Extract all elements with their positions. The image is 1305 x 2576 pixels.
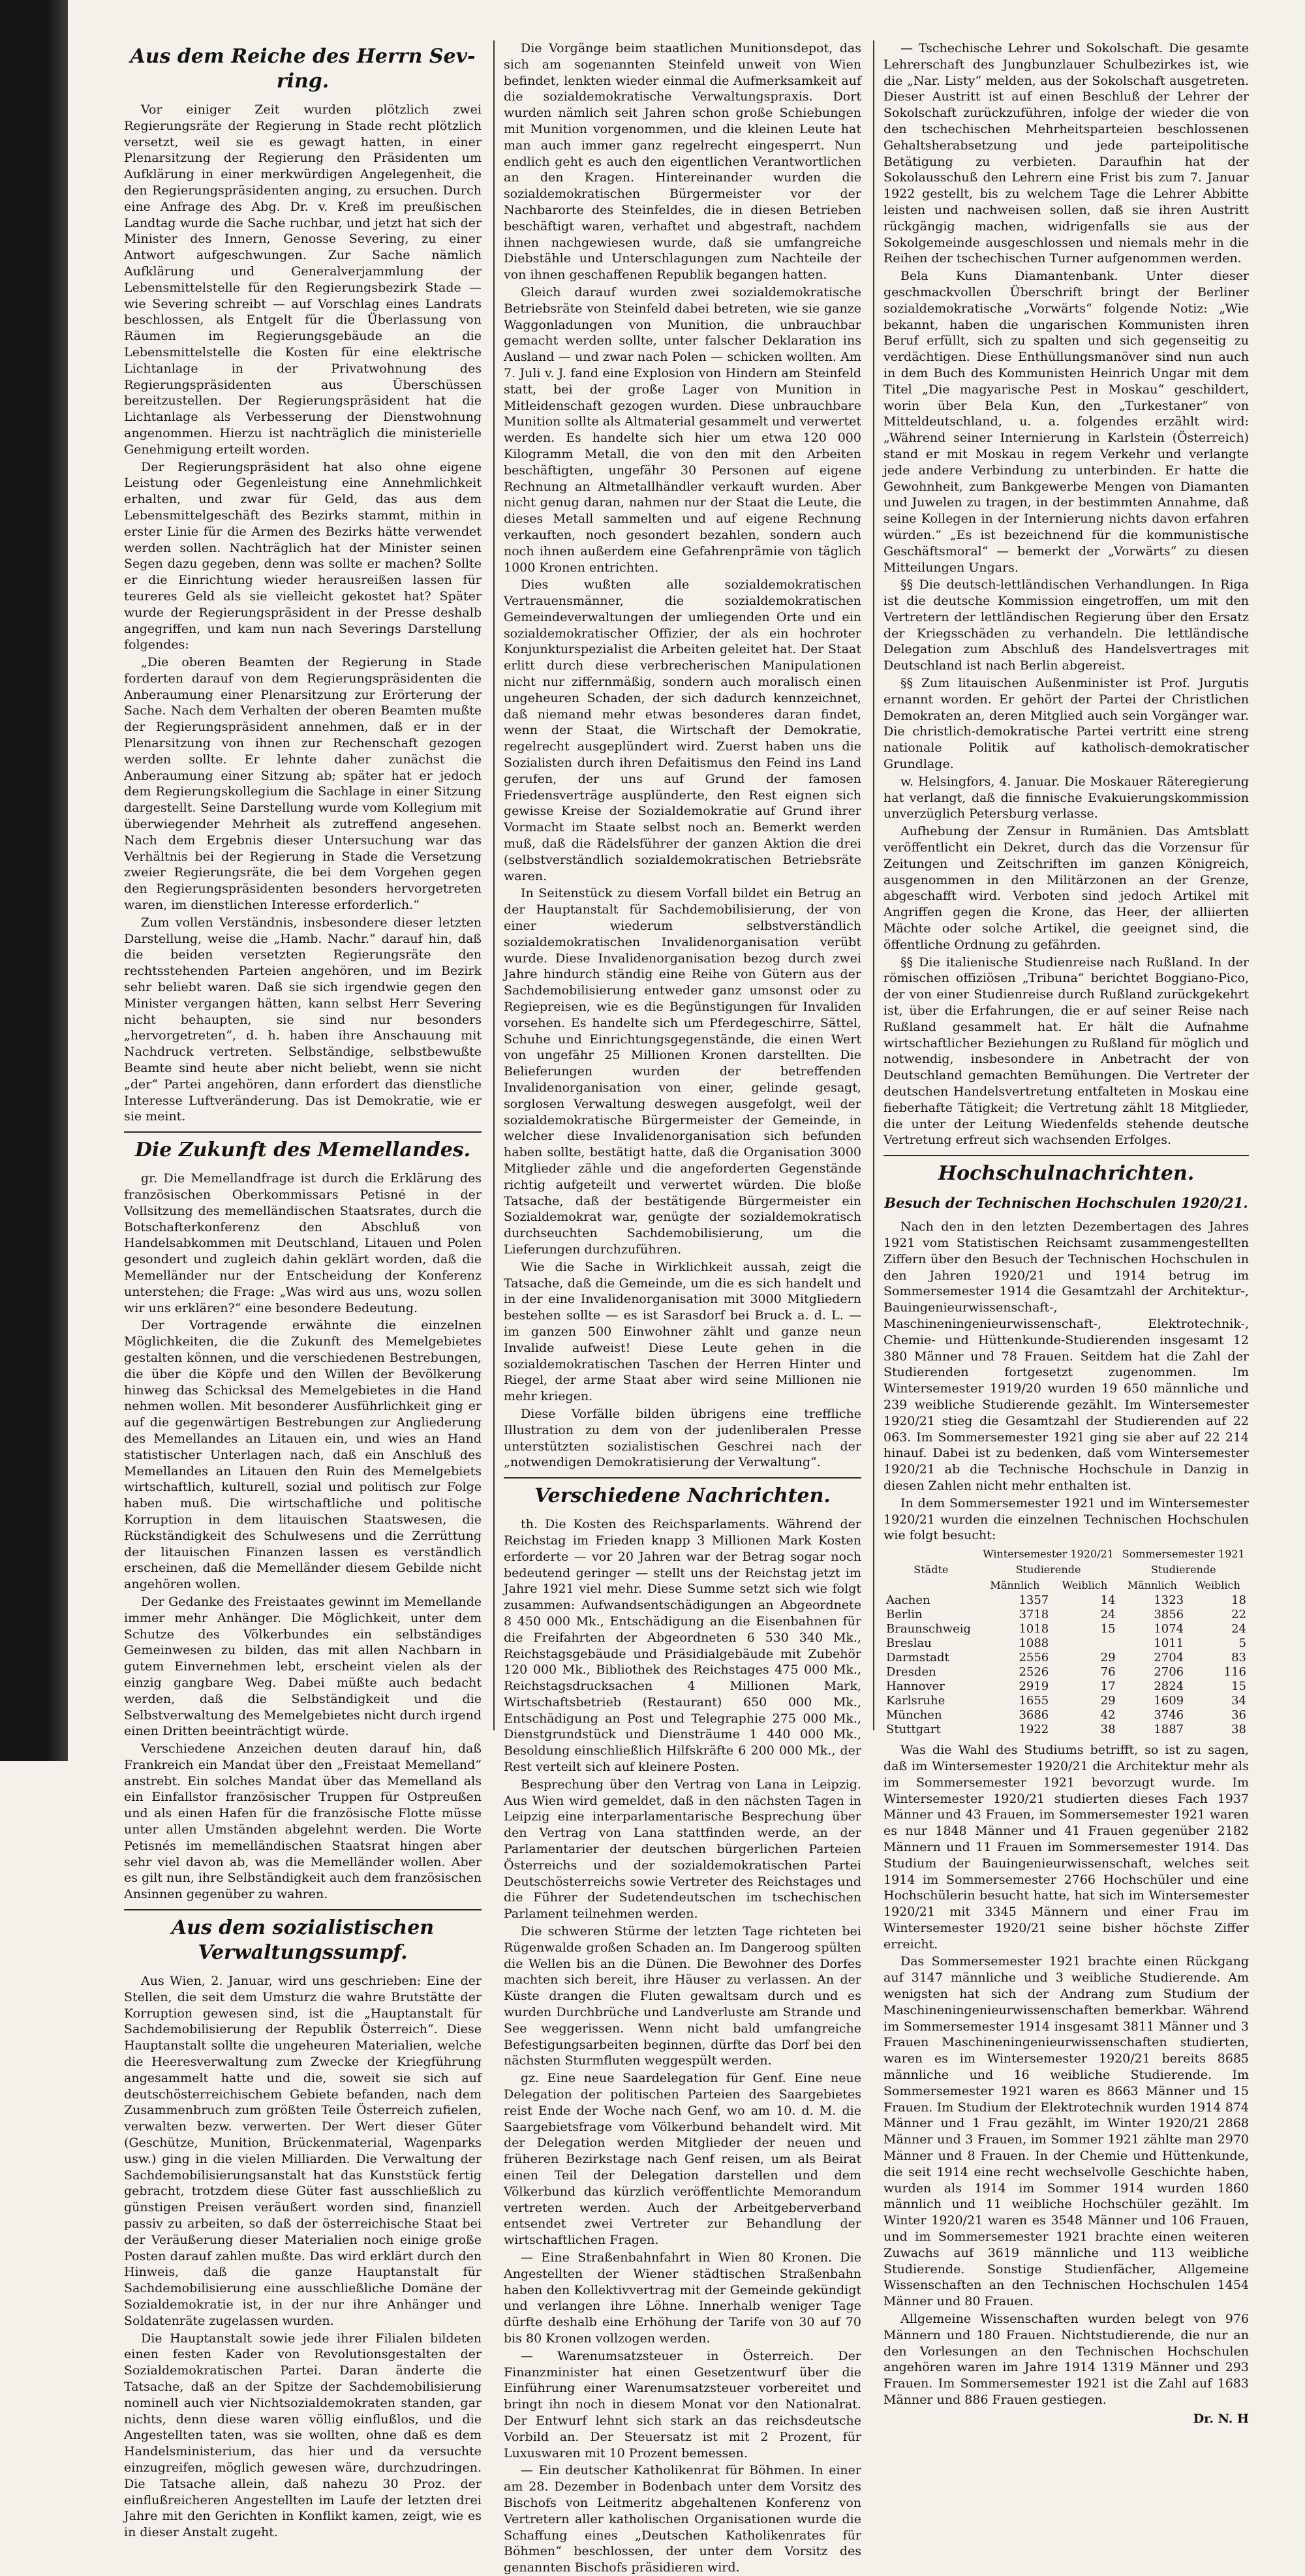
news-item: — Eine Straßenbahnfahrt in Wien 80 Kronen. Die Angestellten der Wiener städtischen Straßenbahn haben den Kollektivvertrag mit der Gemeinde gekündigt und verlangen ihre Löhne. Innerhalb weniger Tage dürfte deshalb eine Erhöhung der Tarife von 30 auf 70 bis 80 Kronen vollzogen werden.	[504, 2250, 861, 2346]
news-item: th. Die Kosten des Reichsparlaments. Während der Reichstag im Frieden knapp 3 Millionen Mark Kosten erforderte — vor 20 Jahren war der Betrag sogar noch bedeutend geringer — stellt uns der Reichstag jetzt im Jahre 1921 viel mehr. Diese Summe setzt sich wie folgt zusammen: Aufwandsentschädigungen an Abgeordnete 8 450 000 Mk., Entschädigung an die Eisenbahnen für die Freifahrten der Abgeordneten 6 530 340 Mk., Reichstagsgebäude und Präsidialgebäude mit Zubehör 120 000 Mk., Bibliothek des Reichstages 475 000 Mk., Reichstagsdrucksachen 4 Millionen Mark, Wirtschaftsbetrieb (Restaurant) 650 000 Mk., Entschädigung an Post und Telegraphie 275 000 Mk., Dienstgrundstück und Diensträume 1 440 000 Mk., Besoldung einschließlich Hilfskräfte 6 200 000 Mk., der Rest verteilt sich auf kleinere Posten.	[504, 1517, 861, 1775]
table-cell-value: 29	[1100, 1651, 1116, 1665]
table-cell-value: 1323	[1154, 1593, 1184, 1608]
section-divider	[124, 1909, 482, 1910]
table-group-header: Sommersemester 1921	[1122, 1548, 1245, 1561]
paragraph: Die Hauptanstalt sowie jede ihrer Filialen bildeten einen festen Kader von Revolutionsgestalten der Sozialdemokratischen Partei. Daran änderte die Tatsache, daß an der Spitze der Sachdemobilisierung nominell auch vier Nichtsozialdemokraten standen, gar nichts, denn diese waren völlig einflußlos, und die Angestellten taten, was sie wollten, ohne daß es dem Handelsministerium, das hier und da versuchte einzugreifen, möglich gewesen wäre, durchzudringen. Die Tatsache allein, daß nahezu 30 Proz. der einflußreicheren Angestellten im Laufe der letzten drei Jahre mit den Gerichten in Konflikt kamen, zeigt, wie es in dieser Anstalt zugeht.	[124, 2331, 482, 2540]
table-cell-value: 3718	[1019, 1608, 1049, 1622]
table-cell-value: 29	[1100, 1694, 1116, 1708]
scan-binding-edge	[0, 0, 68, 1761]
table-col-header: Städte	[914, 1563, 949, 1576]
news-item: — Ein deutscher Katholikenrat für Böhmen. In einer am 28. Dezember in Bodenbach unter dem Vorsitz des Bischofs von Leitmeritz abgehaltenen Konferenz von Vertretern aller katholischen Organisationen wurde die Schaffung eines „Deutschen Katholikenrates für Böhmen“ beschlossen, der unter dem Vorsitz des genannten Bischofs präsidieren wird.	[504, 2463, 861, 2575]
paragraph: Nach den in den letzten Dezembertagen des Jahres 1921 vom Statistischen Reichsamt zusammengestellten Ziffern über den Besuch der Technischen Hochschulen in den Jahren 1920/21 und 1914 betrug im Sommersemester 1914 die Gesamtzahl der Architektur-, Bauingenieurwissenschaft-, Maschineningenieurwissenschaft-, Elektrotechnik-, Chemie- und Hüttenkunde-Studierenden insgesamt 12 380 Männer und 78 Frauen. Seitdem hat die Zahl der Studierenden fortgesetzt zugenommen. Im Wintersemester 1919/20 wurden 19 650 männliche und 239 weibliche Studierende gezählt. Im Wintersemester 1920/21 stieg die Gesamtzahl der Studierenden auf 22 063. Im Sommersemester 1921 ging sie aber auf 22 214 hinauf. Dabei ist zu bedenken, daß vom Wintersemester 1920/21 ab die Technische Hochschule in Danzig in diesen Zahlen nicht mehr enthalten ist.	[883, 1219, 1249, 1493]
table-cell-value: 1609	[1154, 1694, 1184, 1708]
section-divider	[883, 1155, 1249, 1156]
table-col-header: Männlich	[990, 1579, 1040, 1592]
news-item: gz. Eine neue Saardelegation für Genf. Eine neue Delegation der politischen Parteien des Saargebietes reist Ende der Woche nach Genf, wo am 10. d. M. die Saargebietsfrage vom Völkerbund behandelt wird. Mit der Delegation werden Mitglieder der neuen und früheren Bezirkstage nach Genf reisen, um als Beirat einen Teil der Delegation darstellen und dem Völkerbund das kürzlich veröffentlichte Memorandum vertreten werden. Auch der Arbeitgeberverband entsendet zwei Vertreter zur Behandlung der wirtschaftlichen Fragen.	[504, 2071, 861, 2248]
table-cell-value: 15	[1231, 1679, 1246, 1694]
table-cell-value: 14	[1100, 1593, 1116, 1608]
news-item: §§ Die deutsch-lettländischen Verhandlungen. In Riga ist die deutsche Kommission eingetroffen, um mit den Vertretern der lettländischen Regierung über den Ersatz der Kriegsschäden zu verhandeln. Die lettländische Delegation zum Abschluß des Handelsvertrages mit Deutschland ist nach Berlin abgereist.	[883, 577, 1249, 673]
column-1	[124, 40, 482, 2540]
paragraph: Der Regierungspräsident hat also ohne eigene Leistung oder Gegenleistung eine Annehmlichkeit erhalten, und zwar für Geld, das aus dem Lebensmittelgeschäft des Bezirks stammt, mithin in erster Linie für die Armen des Bezirks hätte verwendet werden sollen. Nachträglich hat der Minister seinen Segen dazu gegeben, denn was sollte er machen? Sollte er die Einrichtung wieder herausreißen lassen für teureres Geld als sie vielleicht gekostet hat? Später wurde der Regierungspräsident in der Presse deshalb angegriffen, und kam nun nach Severings Darstellung folgendes:	[124, 459, 482, 652]
table-cell-value: 34	[1231, 1694, 1246, 1708]
author-signature: Dr. N. H	[1193, 2411, 1249, 2426]
table-group-header: Wintersemester 1920/21	[983, 1548, 1114, 1561]
news-item: — Tschechische Lehrer und Sokolschaft. Die gesamte Lehrerschaft des Jungbunzlauer Schulbezirkes ist, wie die „Nar. Listy“ melden, aus der Sokolschaft ausgetreten. Dieser Austritt ist auf einen Beschluß der Lehrer der Sokolschaft zurückzuführen, infolge der wieder die von den tschechischen Mehrheitsparteien beschlossenen Gehaltsherabsetzung und jede parteipolitische Betätigung zu verbieten. Daraufhin hat der Sokolausschuß den Lehrern eine Frist bis zum 7. Januar 1922 gestellt, bis zu welchem Tage die Lehrer Abbitte leisten und nachweisen sollen, daß sie ihren Austritt rückgängig machen, widrigenfalls sie aus der Sokolgemeinde ausgeschlossen und niemals mehr in die Reihen der tschechischen Turner aufgenommen werden.	[883, 41, 1249, 266]
table-cell-value: 3746	[1154, 1708, 1184, 1723]
paragraph: Diese Vorfälle bilden übrigens eine treffliche Illustration zu dem von der judenliberalen Presse unterstützten sozialistischen Geschrei nach der „notwendigen Demokratisierung der Verwaltung“.	[504, 1406, 861, 1470]
paragraph: Das Sommersemester 1921 brachte einen Rückgang auf 3147 männliche und 3 weibliche Studierende. Am wenigsten hat sich der Andrang zum Studium der Maschineningenieurwissenschaften bemerkbar. Während im Sommersemester 1914 insgesamt 3811 Männer und 3 Frauen Maschineningenieurwissenschaften studierten, waren es im Wintersemester 1920/21 bereits 8685 männliche und 16 weibliche Studierende. Im Sommersemester 1921 waren es 8663 Männer und 15 Frauen. Im Studium der Elektrotechnik wurden 1914 874 Männer und 1 Frau gezählt, im Winter 1920/21 2868 Männer und 3 Frauen, im Sommer 1921 zählte man 2970 Männer und 8 Frauen. In der Chemie und Hüttenkunde, die seit 1914 eine recht wechselvolle Geschichte haben, wurden als 1914 im Sommer 1914 wurden 1860 männlich und 11 weibliche Hochschüler gezählt. Im Winter 1920/21 waren es 3548 Männer und 106 Frauen, und im Sommersemester 1921 brachte einen weiteren Zuwachs auf 3619 männliche und 113 weibliche Studierende. Sonstige Studienfächer, Allgemeine Wissenschaften an den Technischen Hochschulen 1454 Männer und 80 Frauen.	[883, 1954, 1249, 2309]
column-rule	[493, 40, 495, 1730]
table-row	[883, 1622, 1249, 1636]
paragraph: Aus Wien, 2. Januar, wird uns geschrieben: Eine der Stellen, die seit dem Umsturz die wahre Brutstätte der Korruption gewesen sind, ist die „Hauptanstalt für Sachdemobilisierung der Republik Österreich“. Diese Hauptanstalt sollte die ungeheuren Materialien, welche die Heeresverwaltung zum Zwecke der Kriegführung angesammelt hatte und die, soweit sie sich auf deutschösterreichischem Gebiete befanden, nach dem Zusammenbruch zum größten Teile Österreich zufielen, verwalten bezw. verwerten. Der Wert dieser Güter (Geschütze, Munition, Brückenmaterial, Wagenparks usw.) ging in die vielen Milliarden. Die Verwaltung der Sachdemobilisierungsanstalt hat das Kunststück fertig gebracht, trotzdem diese Güter fast ausschließlich zu günstigen Preisen veräußert worden sind, finanziell passiv zu arbeiten, so daß der österreichische Staat bei der Veräußerung dieser Materialien noch einige große Posten darauf zahlen mußte. Das wird erklärt durch den Hinweis, daß die ganze Hauptanstalt für Sachdemobilisierung eine ausschließliche Domäne der Sozialdemokratie ist, in der nur ihre Anhänger und Soldatenräte zugelassen wurden.	[124, 1974, 482, 2328]
section-divider	[124, 1131, 482, 1133]
news-item: Bela Kuns Diamantenbank. Unter dieser geschmackvollen Überschrift bringt der Berliner sozialdemokratische „Vorwärts“ folgende Notiz: „Wie bekannt, haben die ungarischen Kommunisten ihren Beruf erfüllt, sich zu spalten und sich gegenseitig zu verdächtigen. Diese Enthüllungsmanöver sind nun auch in dem Buch des Kommunisten Heinrich Ungar mit dem Titel „Die magyarische Pest in Moskau“ geschildert, worin über Bela Kun, den „Turkestaner“ von Mitteldeutschland, u. a. folgendes erzählt wird: „Während seiner Internierung in Karlstein (Österreich) stand er mit Moskau in regem Verkehr und verlangte jede andere Verbindung zu unterbinden. Er hatte die Gewohnheit, zum Bankgewerbe Mengen von Diamanten und Juwelen zu tragen, in der bestimmten Annahme, daß seine Kollegen in der Internierung nichts davon erfahren würden.“ „Es ist bezeichnend für die kommunistische Geschäftsmoral“ — bemerkt der „Vorwärts“ zu diesen Mitteilungen Ungars.	[883, 269, 1249, 575]
table-cell-value: 2704	[1154, 1651, 1184, 1665]
table-cell-value: 1074	[1154, 1622, 1184, 1636]
table-body	[883, 1593, 1249, 1737]
article-title-verschiedene: Verschiedene Nachrichten.	[534, 1484, 831, 1508]
news-item: w. Helsingfors, 4. Januar. Die Moskauer Räteregierung hat verlangt, daß die finnische Evakuierungskommission unverzüglich Petersburg verlasse.	[883, 774, 1249, 821]
paragraph: In Seitenstück zu diesem Vorfall bildet ein Betrug an der Hauptanstalt für Sachdemobilisierung, der von einer wiederum selbstverständlich sozialdemokratischen Invalidenorganisation verübt wurde. Diese Invalidenorganisation bezog durch zwei Jahre hindurch ständig eine Reihe von Gütern aus der Sachdemobilisierung entweder ganz umsonst oder zu Regiepreisen, wie es die Begünstigungen für Invaliden vorsehen. Es handelte sich um Pferdegeschirre, Sättel, Schuhe und Einrichtungsgegenstände, die einen Wert von ungefähr 25 Millionen Kronen darstellten. Die Belieferungen wurden der betreffenden Invalidenorganisation von einer, gelinde gesagt, sorglosen Verwaltung deswegen ausgefolgt, weil der sozialdemokratische Bürgermeister der Gemeinde, in welcher diese Invalidenorganisation sich befunden haben sollte, bestätigt hatte, daß die Organisation 3000 Mitglieder zähle und die angeforderten Gegenstände richtig aufgeteilt und verwertet würden. Die bloße Tatsache, daß der bestätigende Bürgermeister ein Sozialdemokrat war, genügte der sozialdemokratisch durchseuchten Sachdemobilisierung, um die Lieferungen durchzuführen.	[504, 886, 861, 1257]
enrollment-table	[883, 1546, 1249, 1737]
table-cell-city: Braunschweig	[886, 1622, 971, 1636]
table-cell-value: 1011	[1154, 1636, 1184, 1651]
paragraph: Was die Wahl des Studiums betrifft, so ist zu sagen, daß im Wintersemester 1920/21 die Architektur mehr als im Sommersemester 1921 bevorzugt wurde. Im Wintersemester 1920/21 studierten dieses Fach 1937 Männer und 43 Frauen, im Sommersemester 1921 waren es nur 1848 Männer und 41 Frauen gegenüber 2182 Männern und 11 Frauen im Sommersemester 1914. Das Studium der Bauingenieurwissenschaft, welches seit 1914 im Sommersemester 2766 Hochschüler und eine Hochschülerin besucht hatte, hat sich im Wintersemester 1920/21 mit 3345 Männern und einer Frau im Wintersemester 1920/21 seine bisher höchste Ziffer erreicht.	[883, 1743, 1249, 1952]
article-title-severing: Aus dem Reiche des Herrn Sev-ring.	[130, 45, 476, 93]
table-cell-city: Karlsruhe	[886, 1694, 945, 1708]
table-row	[883, 1723, 1249, 1737]
table-cell-city: Aachen	[886, 1593, 930, 1608]
table-row	[883, 1608, 1249, 1622]
column-2	[504, 40, 861, 2575]
news-item: Die schweren Stürme der letzten Tage richteten bei Rügenwalde großen Schaden an. Im Dangeroog spülten die Wellen bis an die Dünen. Die Bewohner des Dorfes machten sich bereit, ihre Häuser zu verlassen. An der Küste drangen die Fluten gewaltsam durch und es wurden Durchbrüche und Landverluste am Strande und See weggerissen. Wenn nicht bald umfangreiche Befestigungsarbeiten beginnen, dürfte das Dorf bei den nächsten Sturmfluten weggespült werden.	[504, 1924, 861, 2068]
table-cell-value: 1887	[1154, 1723, 1184, 1737]
table-cell-value: 38	[1100, 1723, 1116, 1737]
paragraph: Wie die Sache in Wirklichkeit aussah, zeigt die Tatsache, daß die Gemeinde, um die es sich handelt und in der eine Invalidenorganisation mit 3000 Mitgliedern bestehen sollte — es ist Sarasdorf bei Bruck a. d. L. — im ganzen 500 Einwohner zählt und ganze neun Invalide aufweist! Diese Leute gehen in die sozialdemokratischen Taschen der Herren Hinter und Riegel, der arme Staat aber wird seine Millionen nie mehr kriegen.	[504, 1259, 861, 1404]
news-item: §§ Die italienische Studienreise nach Rußland. In der römischen offiziösen „Tribuna“ berichtet Boggiano-Pico, der von einer Studienreise durch Rußland zurückgekehrt ist, über die Erfahrungen, die er auf seiner Reise nach Rußland gesammelt hat. Er hält die Aufnahme wirtschaftlicher Beziehungen zu Rußland für möglich und notwendig, insbesondere in Anbetracht der von Deutschland gemachten Bemühungen. Die Vertreter der deutschen Handelsvertretung entfalteten in Moskau eine fieberhafte Tätigkeit; die Vertretung zählt 18 Mitglieder, die unter der Leitung Wiedenfelds stehende deutsche Vertretung erfreut sich wachsenden Erfolges.	[883, 955, 1249, 1148]
article-title-hochschul: Hochschulnachrichten.	[938, 1162, 1195, 1186]
column-rule	[873, 40, 874, 1730]
table-row	[883, 1679, 1249, 1694]
news-item: Besprechung über den Vertrag von Lana in Leipzig. Aus Wien wird gemeldet, daß in den nächsten Tagen in Leipzig eine interparlamentarische Besprechung über den Vertrag von Lana stattfinden werde, an der Parlamentarier der deutschen bürgerlichen Parteien Österreichs und der sozialdemokratischen Partei Deutschösterreichs sowie Vertreter des Reichstages und die Führer der Sudetendeutschen im tschechischen Parlament teilnehmen werden.	[504, 1777, 861, 1922]
table-cell-value: 1922	[1019, 1723, 1049, 1737]
table-cell-value: 1018	[1019, 1622, 1049, 1636]
table-row	[883, 1593, 1249, 1608]
table-cell-value: 2919	[1019, 1679, 1049, 1694]
paragraph: Allgemeine Wissenschaften wurden belegt von 976 Männern und 180 Frauen. Nichtstudierende, die nur an den Vorlesungen an den Technischen Hochschulen angehören waren im Jahre 1914 1319 Männer und 293 Frauen. Im Sommersemester 1921 ist die Zahl auf 1683 Männer und 886 Frauen gestiegen.	[883, 2312, 1249, 2407]
news-item: — Warenumsatzsteuer in Österreich. Der Finanzminister hat einen Gesetzentwurf über die Einführung einer Warenumsatzsteuer vorbereitet und bringt ihn noch in diesem Monat vor den Nationalrat. Der Entwurf lehnt sich stark an das reichsdeutsche Vorbild an. Der Steuersatz ist mit 2 Prozent, für Luxuswaren mit 10 Prozent bemessen.	[504, 2348, 861, 2461]
table-cell-city: Dresden	[886, 1665, 936, 1679]
table-cell-value: 2526	[1019, 1665, 1049, 1679]
table-cell-value: 1088	[1019, 1636, 1049, 1651]
table-cell-value: 15	[1100, 1622, 1116, 1636]
article-subtitle: Besuch der Technischen Hochschulen 1920/21.	[884, 1195, 1248, 1212]
column-3	[883, 40, 1249, 2426]
table-cell-city: Berlin	[886, 1608, 923, 1622]
table-cell-value: 1357	[1019, 1593, 1049, 1608]
table-cell-value: 3856	[1154, 1608, 1184, 1622]
table-col-header: Studierende	[1150, 1563, 1216, 1576]
table-col-header: Weiblich	[1062, 1579, 1108, 1592]
article-title-verwaltungssumpf: Aus dem sozialistischen Verwaltungssumpf.	[171, 1916, 435, 1965]
table-row	[883, 1636, 1249, 1651]
table-cell-value: 2556	[1019, 1651, 1049, 1665]
table-cell-city: Stuttgart	[886, 1723, 941, 1737]
table-cell-value: 42	[1100, 1708, 1116, 1723]
table-cell-value: 2706	[1154, 1665, 1184, 1679]
table-cell-value: 24	[1231, 1622, 1246, 1636]
table-cell-value: 24	[1100, 1608, 1116, 1622]
table-cell-value: 76	[1100, 1665, 1116, 1679]
table-row	[883, 1708, 1249, 1723]
table-cell-city: Hannover	[886, 1679, 945, 1694]
table-cell-city: München	[886, 1708, 942, 1723]
table-cell-value: 17	[1100, 1679, 1116, 1694]
news-item: Aufhebung der Zensur in Rumänien. Das Amtsblatt veröffentlicht ein Dekret, durch das die Vorzensur für Zeitungen und Zeitschriften im ganzen Königreich, ausgenommen in den Militärzonen an der Grenze, abgeschafft wird. Verboten sind jedoch Artikel mit Angriffen gegen die Krone, das Heer, der alliierten Mächte oder solche Artikel, die geeignet sind, die öffentliche Ordnung zu gefährden.	[883, 824, 1249, 952]
table-cell-value: 2824	[1154, 1679, 1184, 1694]
table-col-header: Studierende	[1015, 1563, 1081, 1576]
table-cell-value	[1051, 1636, 1118, 1651]
table-cell-value: 116	[1223, 1665, 1246, 1679]
table-cell-value: 36	[1231, 1708, 1246, 1723]
paragraph: Verschiedene Anzeichen deuten darauf hin, daß Frankreich ein Mandat über den „Freistaat Memelland“ anstrebt. Ein solches Mandat über das Memelland als ein Einfallstor französischer Truppen für Ostpreußen und als einen Hafen für die französische Flotte müsse unter allen Umständen abgelehnt werden. Die Worte Petisnés im memelländischen Staatsrat hingen aber sehr viel davon ab, was die Memelländer wollen. Aber es gilt nun, ihre Selbständigkeit auch dem französischen Ansinnen gegenüber zu wahren.	[124, 1741, 482, 1902]
table-row	[883, 1651, 1249, 1665]
paragraph: gr. Die Memellandfrage ist durch die Erklärung des französischen Oberkommissars Petisné in der Vollsitzung des memelländischen Staatsrates, durch die Botschafterkonferenz den Abschluß von Handelsabkommen mit Deutschland, Litauen und Polen gesondert und zugleich dahin geklärt worden, daß die Memelländer nur der Entscheidung der Konferenz unterstehen; die Frage: „Was wird aus uns, wozu sollen wir uns erklären?“ eine besondere Bedeutung.	[124, 1171, 482, 1315]
table-col-header: Weiblich	[1195, 1579, 1240, 1592]
table-cell-value: 83	[1231, 1651, 1246, 1665]
news-item: §§ Zum litauischen Außenminister ist Prof. Jurgutis ernannt worden. Er gehört der Partei der Christlichen Demokraten an, deren Mitglied auch sein Vorgänger war. Die christlich-demokratische Partei vertritt eine streng nationale Politik auf katholisch-demokratischer Grundlage.	[883, 676, 1249, 772]
paragraph: In dem Sommersemester 1921 und im Wintersemester 1920/21 wurden die einzelnen Technischen Hochschulen wie folgt besucht:	[883, 1495, 1249, 1543]
paragraph: Der Vortragende erwähnte die einzelnen Möglichkeiten, die die Zukunft des Memelgebietes gestalten können, und die verschiedenen Bestrebungen, die über die Köpfe und den Willen der Bevölkerung hinweg das Schicksal des Memelgebietes in die Hand nehmen wollen. Mit besonderer Ausführlichkeit ging er auf die gegenwärtigen Bestrebungen zur Angliederung des Memellandes an Litauen ein, und wies an Hand statistischer Unterlagen nach, daß ein Anschluß des Memellandes an Litauen den Ruin des Memelgebiets wirtschaftlich, kulturell, sozial und politisch zur Folge haben muß. Die wirtschaftliche und politische Korruption in dem litauischen Staatswesen, die Rückständigkeit des Schulwesens und die Zerrüttung der litauischen Finanzen lassen es verständlich erscheinen, daß die Memelländer diesem Gebilde nicht angehören wollen.	[124, 1318, 482, 1592]
table-cell-value: 18	[1231, 1593, 1246, 1608]
table-cell-value: 38	[1231, 1723, 1246, 1737]
paragraph: Die Vorgänge beim staatlichen Munitionsdepot, das sich am sogenannten Steinfeld unweit von Wien befindet, lenkten wieder einmal die Aufmerksamkeit auf die sozialdemokratische Verwaltungspraxis. Dort wurden nämlich seit Jahren schon große Schiebungen mit Munition vorgenommen, und die kleinen Leute hat man auch immer ganz regelrecht eingesperrt. Nun endlich geht es auch den eigentlichen Verantwortlichen an den Kragen. Hintereinander wurden die sozialdemokratischen Bürgermeister vor der Nachbarorte des Steinfeldes, die in diesen Betrieben beschäftigt waren, verhaftet und abgestraft, nachdem ihnen nachgewiesen wurde, daß sie umfangreiche Diebstähle und Unterschlagungen zum Nachteile der von ihnen geschaffenen Republik begangen hatten.	[504, 41, 861, 283]
paragraph: Dies wußten alle sozialdemokratischen Vertrauensmänner, die sozialdemokratischen Gemeindeverwaltungen der umliegenden Orte und ein sozialdemokratischer Offizier, der als ein hochroter Konjunkturspezialist die Arbeiten geleitet hat. Der Staat erlitt durch diese verbrecherischen Manipulationen nicht nur ziffernmäßig, sondern auch moralisch einen ungeheuren Schaden, der sich dadurch kennzeichnet, daß niemand mehr etwas besonderes daran findet, wenn der Staat, die Wirtschaft der Demokratie, regelrecht ausgeplündert wird. Zuerst haben uns die Sozialisten durch ihren Defaitismus den Feind ins Land gerufen, der uns auf Grund der famosen Friedensverträge ausplünderte, den Rest eignen sich gewisse Kreise der Sozialdemokratie auf Grund ihrer Vormacht im Staate selbst noch an. Bemerkt werden muß, daß die Rädelsführer der ganzen Aktion die drei (selbstverständlich sozialdemokratischen Betriebsräte waren.	[504, 577, 861, 883]
paragraph: „Die oberen Beamten der Regierung in Stade forderten darauf von dem Regierungspräsidenten die Anberaumung einer Plenarsitzung zur Erörterung der Sache. Nach dem Verhalten der oberen Beamten mußte der Regierungspräsident annehmen, daß er in der Plenarsitzung von ihnen zur Rechenschaft gezogen werden sollte. Er lehnte daher zunächst die Anberaumung einer Sitzung ab; später hat er jedoch dem Regierungskollegium die Sachlage in einer Sitzung dargestellt. Seine Darstellung wurde vom Kollegium mit überwiegender Mehrheit als zutreffend angesehen. Nach dem Ergebnis dieser Untersuchung war das Verhältnis bei der Regierung in Stade die Versetzung zweier Regierungsräte, die bei dem Vorgehen gegen den Regierungspräsidenten besonders hervorgetreten waren, im dienstlichen Interesse erforderlich.“	[124, 655, 482, 913]
paragraph: Vor einiger Zeit wurden plötzlich zwei Regierungsräte der Regierung in Stade recht plötzlich versetzt, weil sie es gewagt hatten, in einer Plenarsitzung der Regierung den Präsidenten um Aufklärung in einer merkwürdigen Angelegenheit, die den Regierungspräsidenten anging, zu ersuchen. Durch eine Anfrage des Abg. Dr. v. Kreß im preußischen Landtag wurde die Sache ruchbar, und jetzt hat sich der Minister des Innern, Genosse Severing, zu einer Antwort aufgeschwungen. Zur Sache nämlich Aufklärung und Generalverjammlung der Lebensmittelstelle für den Regierungsbezirk Stade — wie Severing schreibt — auf Vorschlag eines Landrats beschlossen, als Entgelt für die Überlassung von Räumen im Regierungsgebäude an die Lebensmittelstelle die Kosten für eine elektrische Lichtanlage in der Privatwohnung des Regierungspräsidenten aus Überschüssen bereitzustellen. Der Regierungspräsident hat die Lichtanlage als Verbesserung der Dienstwohnung angenommen. Hierzu ist nachträglich die ministerielle Genehmigung erteilt worden.	[124, 102, 482, 457]
table-cell-value: 3686	[1019, 1708, 1049, 1723]
table-cell-value: 22	[1231, 1608, 1246, 1622]
table-row	[883, 1694, 1249, 1708]
table-cell-value: 1655	[1019, 1694, 1049, 1708]
table-cell-value: 5	[1238, 1636, 1246, 1651]
table-row	[883, 1665, 1249, 1679]
table-cell-city: Darmstadt	[886, 1651, 949, 1665]
table-col-header: Männlich	[1127, 1579, 1177, 1592]
table-cell-city: Breslau	[886, 1636, 932, 1651]
paragraph: Gleich darauf wurden zwei sozialdemokratische Betriebsräte von Steinfeld dabei betreten, wie sie ganze Waggonladungen von Munition, die unbrauchbar gemacht werden sollte, unter falscher Deklaration ins Ausland — und zwar nach Polen — schicken wollten. Am 7. Juli v. J. fand eine Explosion von Hindern am Steinfeld statt, bei der große Lager von Munition in Mitleidenschaft gezogen wurden. Diese unbrauchbare Munition sollte als Altmaterial gesammelt und verwertet werden. Es handelte sich hier um etwa 120 000 Kilogramm Metall, die von den mit den Arbeiten beschäftigten, ungefähr 30 Personen auf eigene Rechnung an Altmetallhändler verkauft wurden. Aber nicht genug daran, nahmen nur der Staat die Leute, die dieses Metall sammelten und auf eigene Rechnung verkauften, noch gesondert bezahlen, sondern auch noch ihnen außerdem eine Gefahrenprämie von täglich 1000 Kronen entrichten.	[504, 284, 861, 575]
article-title-memelland: Die Zukunft des Memellandes.	[134, 1139, 471, 1162]
paragraph: Der Gedanke des Freistaates gewinnt im Memellande immer mehr Anhänger. Die Möglichkeit, unter dem Schutze des Völkerbundes ein selbständiges Gemeinwesen zu bilden, das mit allen Nachbarn in gutem Einvernehmen lebt, erscheint vielen als der einzig gangbare Weg. Dabei müßte auch bedacht werden, daß die Selbständigkeit und die Selbstverwaltung des Memelgebietes nicht durch irgend einen Dritten beeinträchtigt würde.	[124, 1594, 482, 1739]
paragraph: Zum vollen Verständnis, insbesondere dieser letzten Darstellung, weise die „Hamb. Nachr.“ darauf hin, daß die beiden versetzten Regierungsräte den rechtsstehenden Parteien angehören, und im Bezirk sehr beliebt waren. Daß sie sich irgendwie gegen den Minister vergangen hätten, kann selbst Herr Severing nicht behaupten, sie sind nur besonders „hervorgetreten“, d. h. haben ihre Anschauung mit Nachdruck vertreten. Selbständige, selbstbewußte Beamte sind heute aber nicht beliebt, wenn sie nicht „der“ Partei angehören, dann erfordert das dienstliche Interesse Luftveränderung. Das ist Demokratie, wie er sie meint.	[124, 915, 482, 1124]
section-divider	[504, 1477, 861, 1479]
